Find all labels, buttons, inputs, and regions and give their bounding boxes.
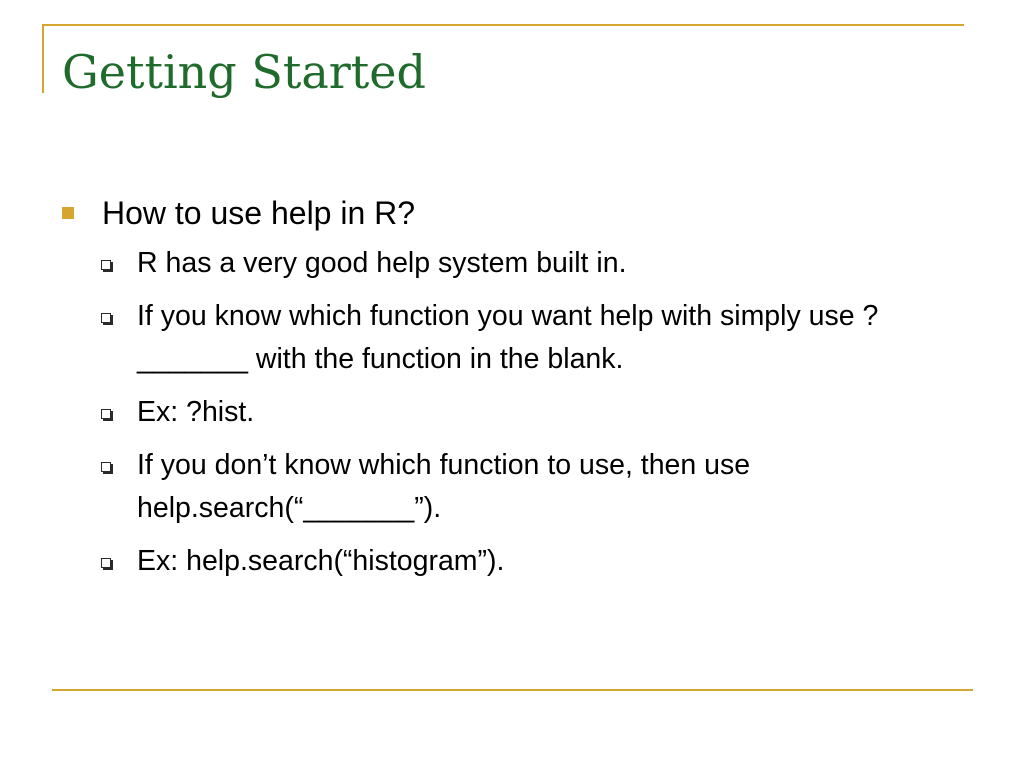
- hollow-square-bullet-icon: [101, 558, 111, 568]
- slide-body: [62, 188, 962, 593]
- square-bullet-icon: [62, 207, 74, 219]
- frame-bottom-rule: [52, 689, 973, 691]
- sub-bullet-text: Ex: help.search(“histogram”).: [137, 545, 505, 577]
- frame-left-rule: [42, 24, 44, 93]
- sub-bullet-text: R has a very good help system built in.: [137, 247, 627, 279]
- hollow-square-bullet-icon: [101, 313, 111, 323]
- sub-bullet-text: If you know which function you want help with simply use ?_______ with the function in the blank.: [137, 300, 879, 375]
- slide-title: Getting Started: [62, 45, 426, 99]
- sub-bullet-item: [62, 391, 967, 434]
- sub-bullet-text: Ex: ?hist.: [137, 396, 255, 428]
- sub-bullet-item: [62, 540, 967, 583]
- hollow-square-bullet-icon: [101, 462, 111, 472]
- hollow-square-bullet-icon: [101, 260, 111, 270]
- bullet-text: How to use help in R?: [102, 195, 416, 231]
- sub-bullet-item: [62, 242, 967, 285]
- sub-bullet-item: [62, 444, 967, 530]
- hollow-square-bullet-icon: [101, 409, 111, 419]
- sub-bullet-item: [62, 295, 967, 381]
- frame-top-rule: [42, 24, 964, 26]
- sub-bullet-list: [62, 242, 962, 583]
- bullet-item: [62, 188, 962, 238]
- sub-bullet-text: If you don’t know which function to use, then use help.search(“_______”).: [137, 449, 751, 524]
